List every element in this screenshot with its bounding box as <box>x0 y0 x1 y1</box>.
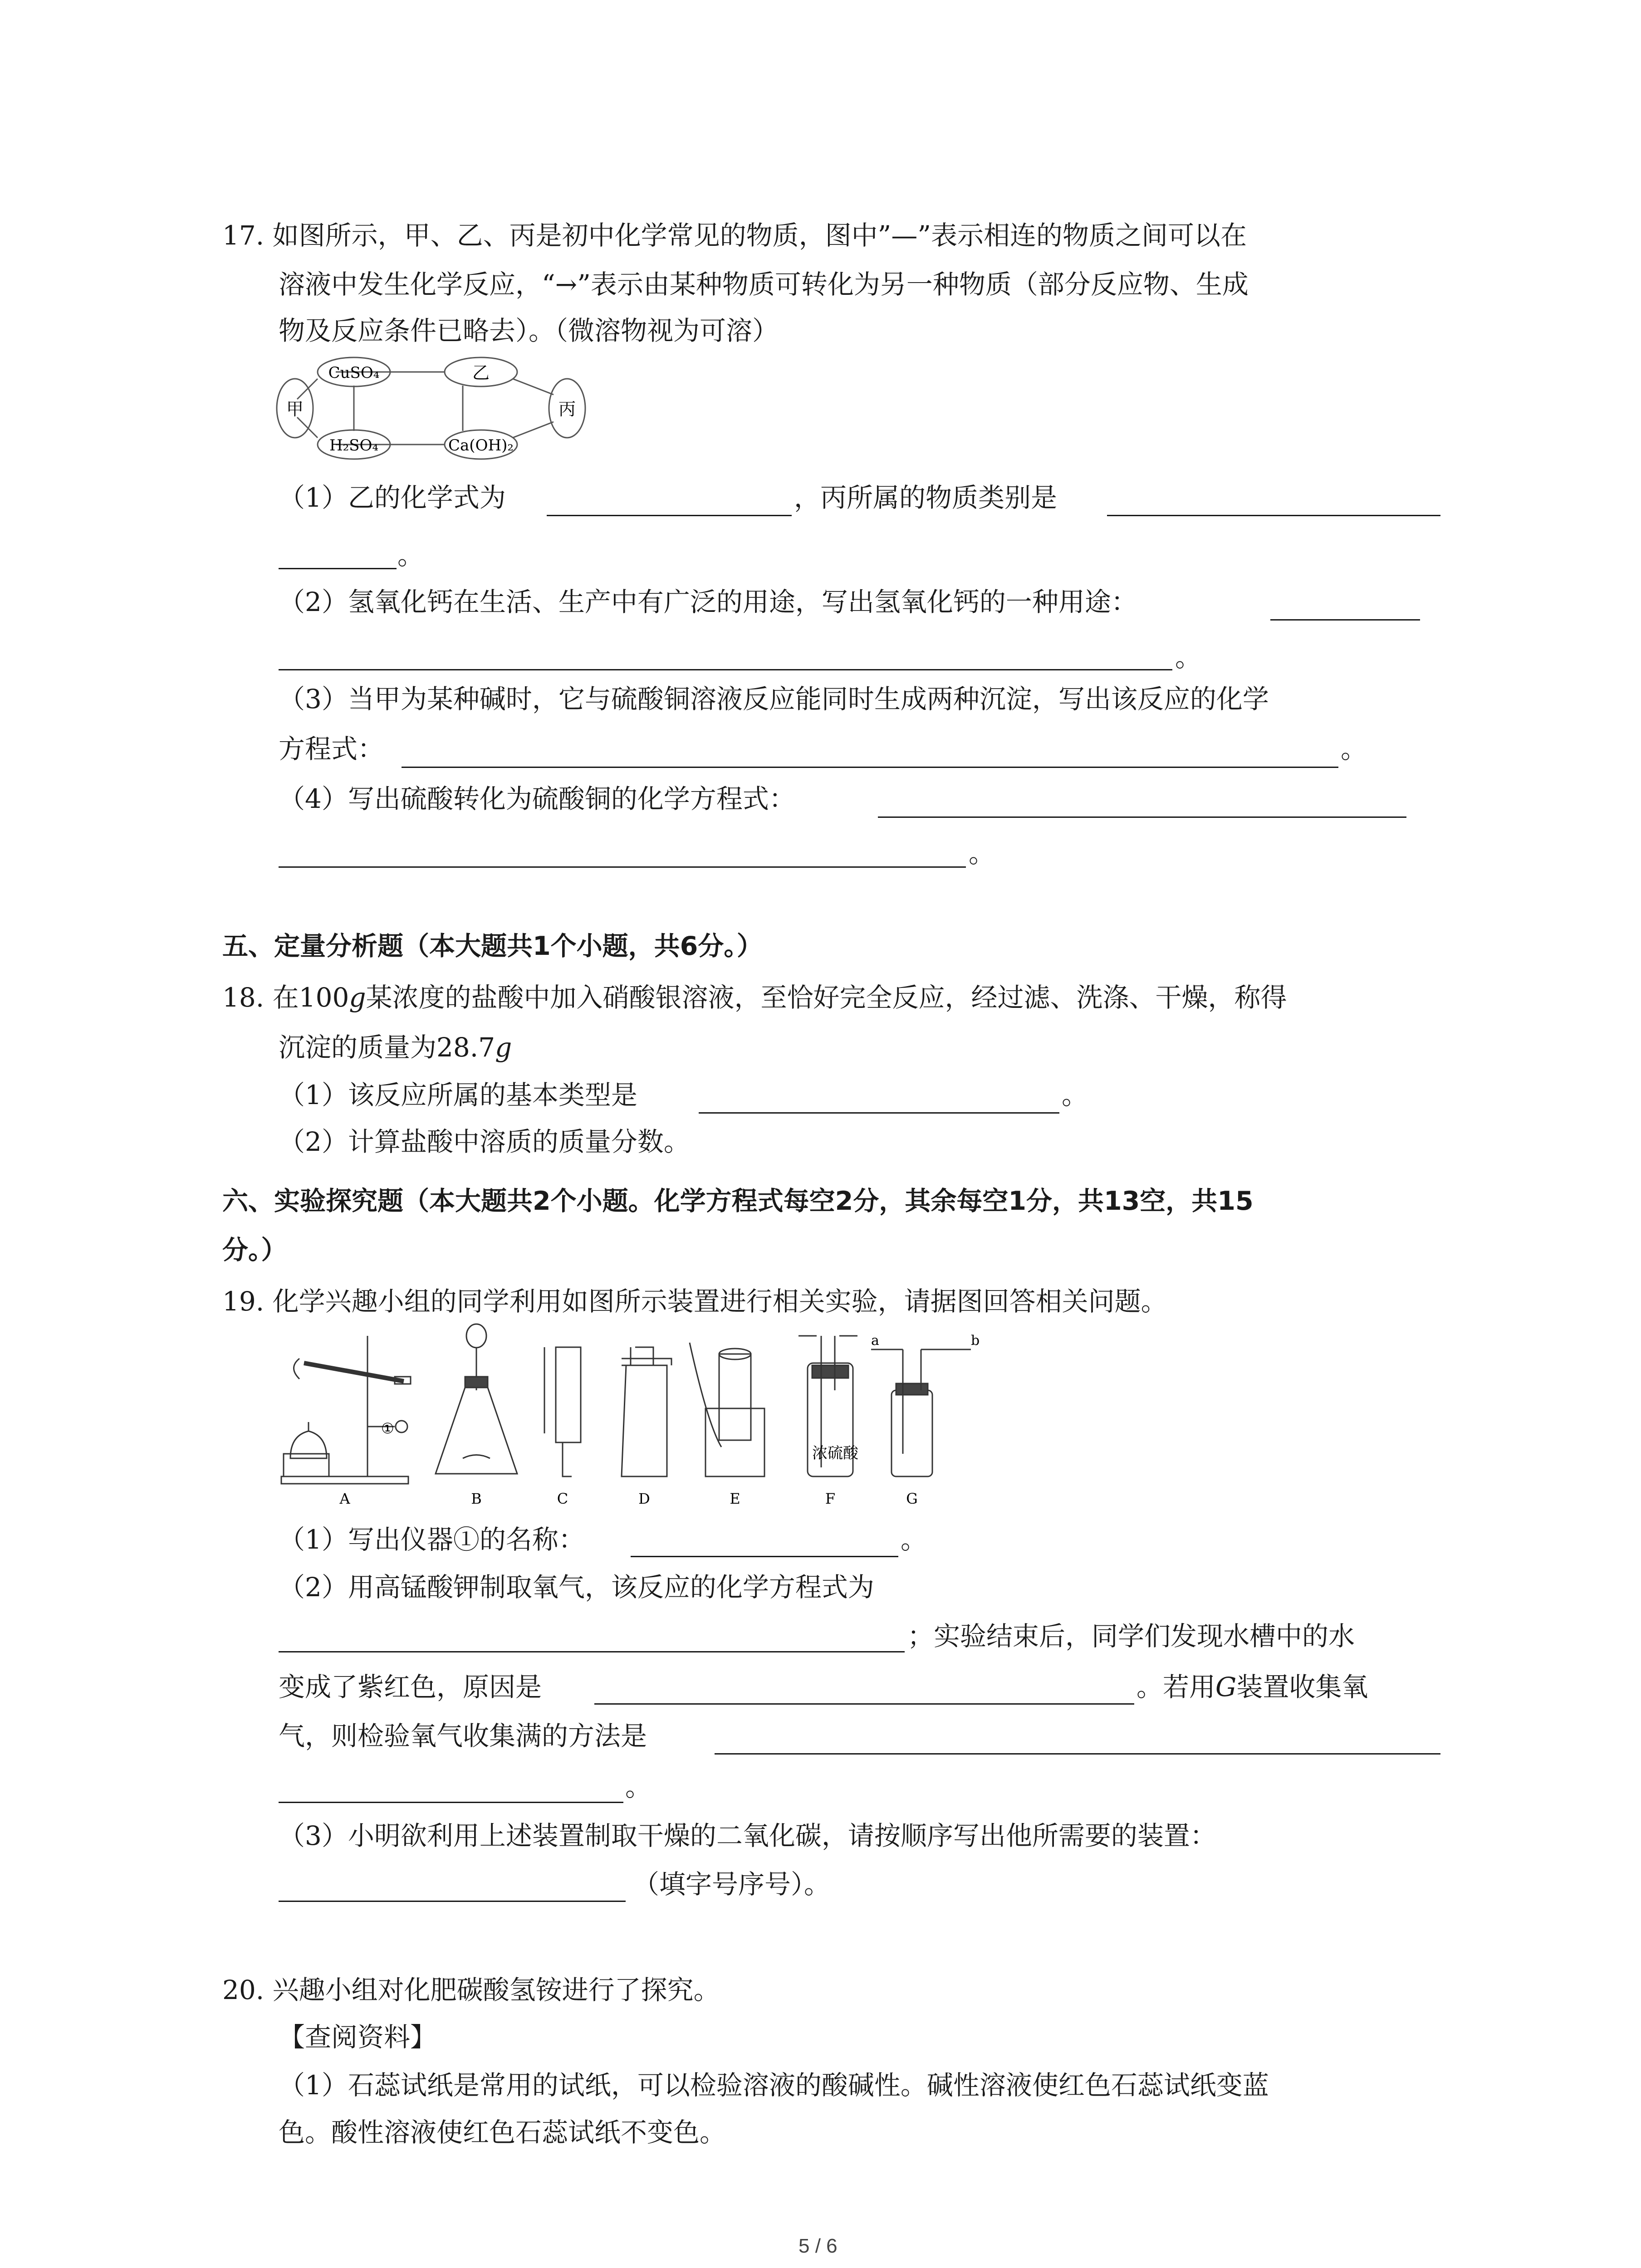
section5-heading: 五、定量分析题（本大题共1个小题，共6分。） <box>222 931 763 961</box>
q17-answer-blank-yi[interactable] <box>547 515 792 516</box>
q19-part2-e: 气，则检验氧气收集满的方法是 <box>279 1721 647 1751</box>
diagram-jia: 甲 <box>286 399 304 419</box>
q18-line1-unit: g <box>349 982 366 1013</box>
q19-part1-end: 。 <box>901 1524 927 1555</box>
q19-answer-blank-instrument[interactable] <box>631 1556 898 1557</box>
section6-heading-line2: 分。） <box>222 1235 287 1265</box>
q19-part2-d <box>1136 1674 1368 1700</box>
q20-text-line1: 20. 兴趣小组对化肥碳酸氢铵进行了探究。 <box>222 1975 720 2005</box>
diagram-h2so4: H₂SO₄ <box>329 436 379 455</box>
apparatus-label-G: G <box>906 1490 918 1507</box>
q20-reference-heading: 【查阅资料】 <box>279 2022 437 2053</box>
q18-text-line2 <box>279 1034 512 1061</box>
q19-part2-d1: 。若用 <box>1136 1672 1216 1702</box>
q17-text-line1: 17. 如图所示，甲、乙、丙是初中化学常见的物质，图中”—”表示相连的物质之间可以在 <box>222 220 1247 251</box>
apparatus-label-F: F <box>825 1490 836 1507</box>
apparatus-label-b: b <box>971 1333 980 1349</box>
q18-text-line1 <box>222 984 1287 1011</box>
diagram-cuso4: CuSO₄ <box>328 364 380 382</box>
q17-part3-line2: 方程式： <box>279 733 384 764</box>
diagram-caoh2: Ca(OH)₂ <box>448 436 514 455</box>
q19-answer-blank-kmno4-equation[interactable] <box>279 1651 905 1652</box>
q17-part4-text: （4）写出硫酸转化为硫酸铜的化学方程式： <box>279 783 795 814</box>
page-number: 5 / 6 <box>798 2235 838 2257</box>
q19-part2-b: ；实验结束后，同学们发现水槽中的水 <box>907 1621 1355 1652</box>
q17-answer-blank-equation3[interactable] <box>402 767 1338 768</box>
q19-part2-c: 变成了紫红色，原因是 <box>279 1672 542 1702</box>
q17-part1-mid: ，丙所属的物质类别是 <box>794 482 1058 513</box>
q17-answer-blank-bing-category[interactable] <box>1107 515 1440 516</box>
diagram-yi: 乙 <box>472 363 490 383</box>
section6-heading-line1: 六、实验探究题（本大题共2个小题。化学方程式每空2分，其余每空1分，共13空，共15 <box>222 1186 1254 1216</box>
q17-answer-blank-equation4[interactable] <box>878 816 1406 818</box>
q17-text-line2: 溶液中发生化学反应，“→”表示由某种物质可转化为另一种物质（部分反应物、生成 <box>279 269 1249 300</box>
apparatus-label-B: B <box>471 1490 482 1507</box>
q19-answer-blank-devices[interactable] <box>279 1901 626 1902</box>
apparatus-label-C: C <box>557 1490 568 1507</box>
q18-part1-end: 。 <box>1062 1080 1088 1110</box>
q18-answer-blank-reaction-type[interactable] <box>699 1112 1059 1114</box>
apparatus-label-D: D <box>638 1490 650 1507</box>
q17-answer-blank-bing-category-cont[interactable] <box>279 568 397 569</box>
q17-part2-text: （2）氢氧化钙在生活、生产中有广泛的用途，写出氢氧化钙的一种用途： <box>279 587 1137 617</box>
q19-part2-end: 。 <box>625 1771 652 1802</box>
apparatus-label-a: a <box>871 1333 879 1349</box>
q17-answer-blank-use[interactable] <box>1270 619 1420 621</box>
q19-answer-blank-test-method[interactable] <box>715 1753 1440 1755</box>
q20-reference-line2: 色。酸性溶液使红色石蕊试纸不变色。 <box>279 2117 726 2148</box>
q17-answer-blank-equation4-cont[interactable] <box>279 866 966 868</box>
q19-answer-blank-reason[interactable] <box>594 1703 1134 1705</box>
diagram-bing: 丙 <box>558 399 576 419</box>
apparatus-circle1: ① <box>381 1420 394 1437</box>
q19-part2-d2: 装置收集氧 <box>1236 1672 1368 1702</box>
q17-part4-end: 。 <box>969 838 995 869</box>
q19-part3-b: （填字号序号）。 <box>633 1869 831 1900</box>
q18-part2-text: （2）计算盐酸中溶质的质量分数。 <box>279 1126 690 1157</box>
q19-part2-dG: G <box>1215 1672 1237 1702</box>
q18-part1-text: （1）该反应所属的基本类型是 <box>279 1080 637 1110</box>
q19-part3-text: （3）小明欲利用上述装置制取干燥的二氧化碳，请按顺序写出他所需要的装置： <box>279 1820 1216 1851</box>
q18-line1-b: 某浓度的盐酸中加入硝酸银溶液，至恰好完全反应，经过滤、洗涤、干燥，称得 <box>366 982 1287 1013</box>
q17-part1-prefix: （1）乙的化学式为 <box>279 482 506 513</box>
apparatus-label-A: A <box>339 1490 350 1507</box>
q17-text-line3: 物及反应条件已略去）。（微溶物视为可溶） <box>279 315 779 346</box>
apparatus-label-E: E <box>730 1490 740 1507</box>
q19-text-line1: 19. 化学兴趣小组的同学利用如图所示装置进行相关实验，请据图回答相关问题。 <box>222 1286 1167 1317</box>
apparatus-conc-acid: 浓硫酸 <box>812 1444 858 1462</box>
lab-apparatus-figure <box>272 1322 998 1522</box>
q19-part2-text: （2）用高锰酸钾制取氧气，该反应的化学方程式为 <box>279 1572 874 1603</box>
q18-line1-a: 18. 在100 <box>222 982 349 1013</box>
q17-answer-blank-use-cont[interactable] <box>279 669 1172 670</box>
substance-relation-diagram <box>272 352 590 465</box>
q19-part1-text: （1）写出仪器①的名称： <box>279 1524 585 1555</box>
q17-part2-end: 。 <box>1175 642 1202 673</box>
q19-answer-blank-test-method-cont[interactable] <box>279 1802 623 1803</box>
q17-part3-line1: （3）当甲为某种碱时，它与硫酸铜溶液反应能同时生成两种沉淀，写出该反应的化学 <box>279 684 1269 714</box>
q20-reference-line1: （1）石蕊试纸是常用的试纸，可以检验溶液的酸碱性。碱性溶液使红色石蕊试纸变蓝 <box>279 2070 1269 2101</box>
q18-line2-a: 沉淀的质量为28.7 <box>279 1032 495 1063</box>
q18-line2-unit: g <box>495 1032 512 1063</box>
q17-part3-end: 。 <box>1341 733 1367 764</box>
q17-part1-end: 。 <box>397 540 424 571</box>
